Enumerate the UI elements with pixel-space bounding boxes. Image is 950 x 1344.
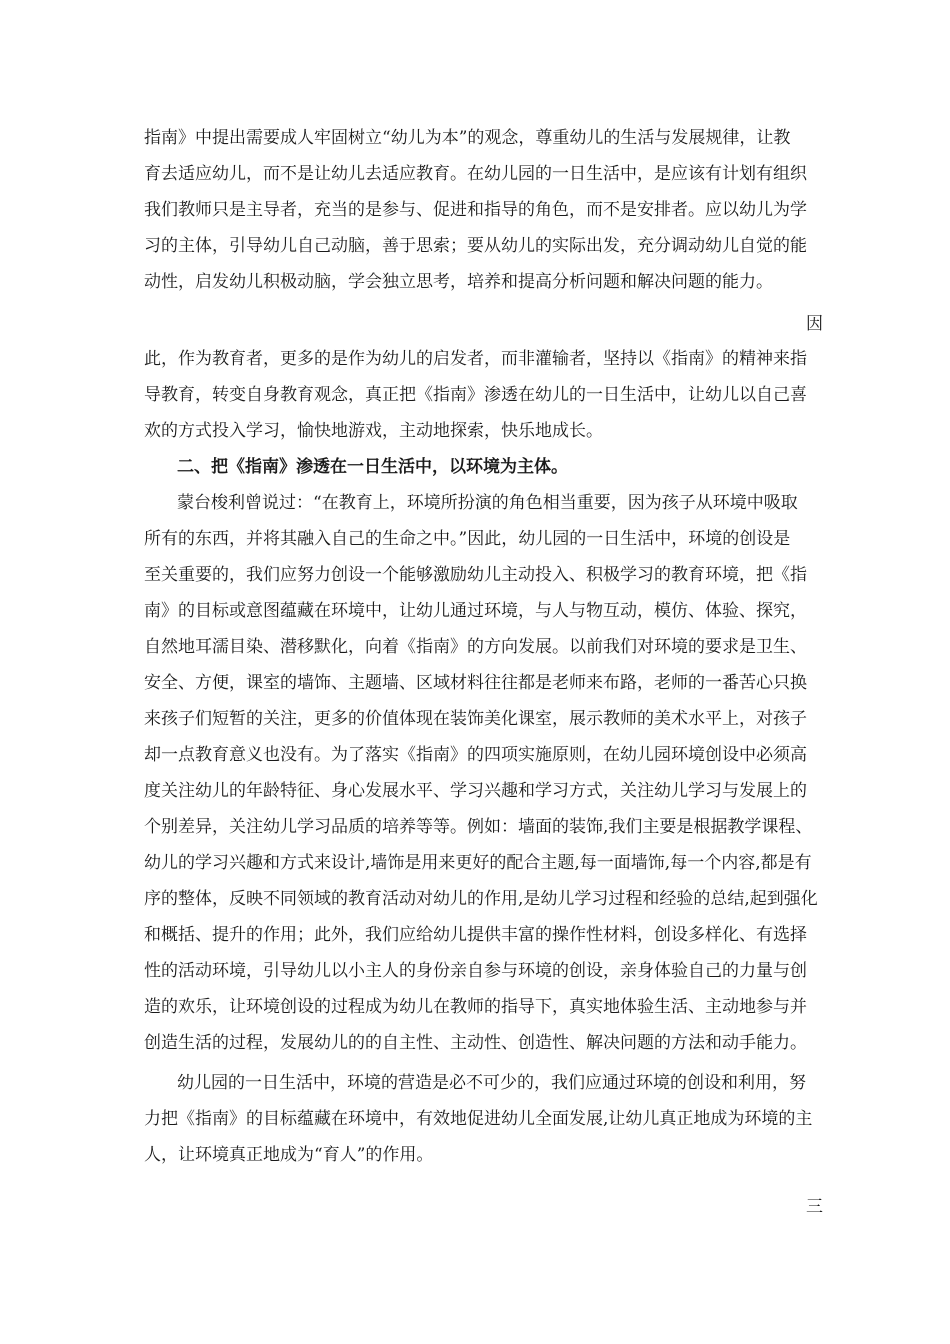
para4-line-1: 幼儿园的一日生活中，环境的营造是必不可少的，我们应通过环境的创设和利用，努	[177, 1073, 806, 1093]
para1-line-4: 习的主体，引导幼儿自己动脑，善于思索；要从幼儿的实际出发，充分调动幼儿自觉的能	[144, 236, 807, 256]
para1-line-1: 指南》中提出需要成人牢固树立“幼儿为本”的观念，尊重幼儿的生活与发展规律，让教	[144, 128, 791, 148]
para3-line-6: 安全、方便，课室的墙饰、主题墙、区域材料往往都是老师来布路，老师的一番苦心只换	[144, 673, 807, 693]
marker-yin: 因	[806, 314, 823, 334]
para2-line-2: 导教育，转变自身教育观念，真正把《指南》渗透在幼儿的一日生活中，让幼儿以自己喜	[144, 385, 807, 405]
para3-line-14: 性的活动环境，引导幼儿以小主人的身份亲自参与环境的创设，亲身体验自己的力量与创	[144, 961, 807, 981]
para3-line-5: 自然地耳濡目染、潜移默化，向着《指南》的方向发展。以前我们对环境的要求是卫生、	[144, 637, 807, 657]
para4-line-2: 力把《指南》的目标蕴藏在环境中，有效地促进幼儿全面发展,让幼儿真正地成为环境的主	[144, 1109, 813, 1129]
para3-line-11: 幼儿的学习兴趣和方式来设计,墙饰是用来更好的配合主题,每一面墙饰,每一个内容,都是有	[144, 853, 812, 873]
marker-san: 三	[806, 1197, 823, 1217]
para4-line-3: 人，让环境真正地成为“育人”的作用。	[144, 1145, 434, 1165]
para3-line-7: 来孩子们短暂的关注，更多的价值体现在装饰美化课室，展示教师的美术水平上，对孩子	[144, 709, 807, 729]
para3-line-4: 南》的目标或意图蕴藏在环境中，让幼儿通过环境，与人与物互动，模仿、体验、探究，	[144, 601, 807, 621]
para2-line-3: 欢的方式投入学习，愉快地游戏，主动地探索，快乐地成长。	[144, 421, 603, 441]
para3-line-12: 序的整体，反映不同领域的教育活动对幼儿的作用,是幼儿学习过程和经验的总结,起到强化	[144, 889, 818, 909]
para3-line-13: 和概括、提升的作用；此外，我们应给幼儿提供丰富的操作性材料，创设多样化、有选择	[144, 925, 807, 945]
para1-line-3: 我们教师只是主导者，充当的是参与、促进和指导的角色，而不是安排者。应以幼儿为学	[144, 200, 807, 220]
para3-line-10: 个别差异，关注幼儿学习品质的培养等等。例如：墙面的装饰,我们主要是根据教学课程、	[144, 817, 813, 837]
para3-line-2: 所有的东西，并将其融入自己的生命之中。”因此，幼儿园的一日生活中，环境的创设是	[144, 529, 791, 549]
para3-line-16: 创造生活的过程，发展幼儿的的自主性、主动性、创造性、解决问题的方法和动手能力。	[144, 1033, 807, 1053]
para3-line-3: 至关重要的，我们应努力创设一个能够激励幼儿主动投入、积极学习的教育环境，把《指	[144, 565, 807, 585]
para3-line-8: 却一点教育意义也没有。为了落实《指南》的四项实施原则，在幼儿园环境创设中必须高	[144, 745, 807, 765]
para3-line-1: 蒙台梭利曾说过：“在教育上，环境所扮演的角色相当重要，因为孩子从环境中吸取	[177, 493, 798, 513]
para1-line-5: 动性，启发幼儿积极动脑，学会独立思考，培养和提高分析问题和解决问题的能力。	[144, 272, 773, 292]
para3-line-15: 造的欢乐，让环境创设的过程成为幼儿在教师的指导下，真实地体验生活、主动地参与并	[144, 997, 807, 1017]
section-heading-2: 二、把《指南》渗透在一日生活中，以环境为主体。	[177, 457, 568, 477]
para3-line-9: 度关注幼儿的年龄特征、身心发展水平、学习兴趣和学习方式，关注幼儿学习与发展上的	[144, 781, 807, 801]
para2-line-1: 此，作为教育者，更多的是作为幼儿的启发者，而非灌输者，坚持以《指南》的精神来指	[144, 349, 807, 369]
para1-line-2: 育去适应幼儿，而不是让幼儿去适应教育。在幼儿园的一日生活中，是应该有计划有组织	[144, 164, 807, 184]
